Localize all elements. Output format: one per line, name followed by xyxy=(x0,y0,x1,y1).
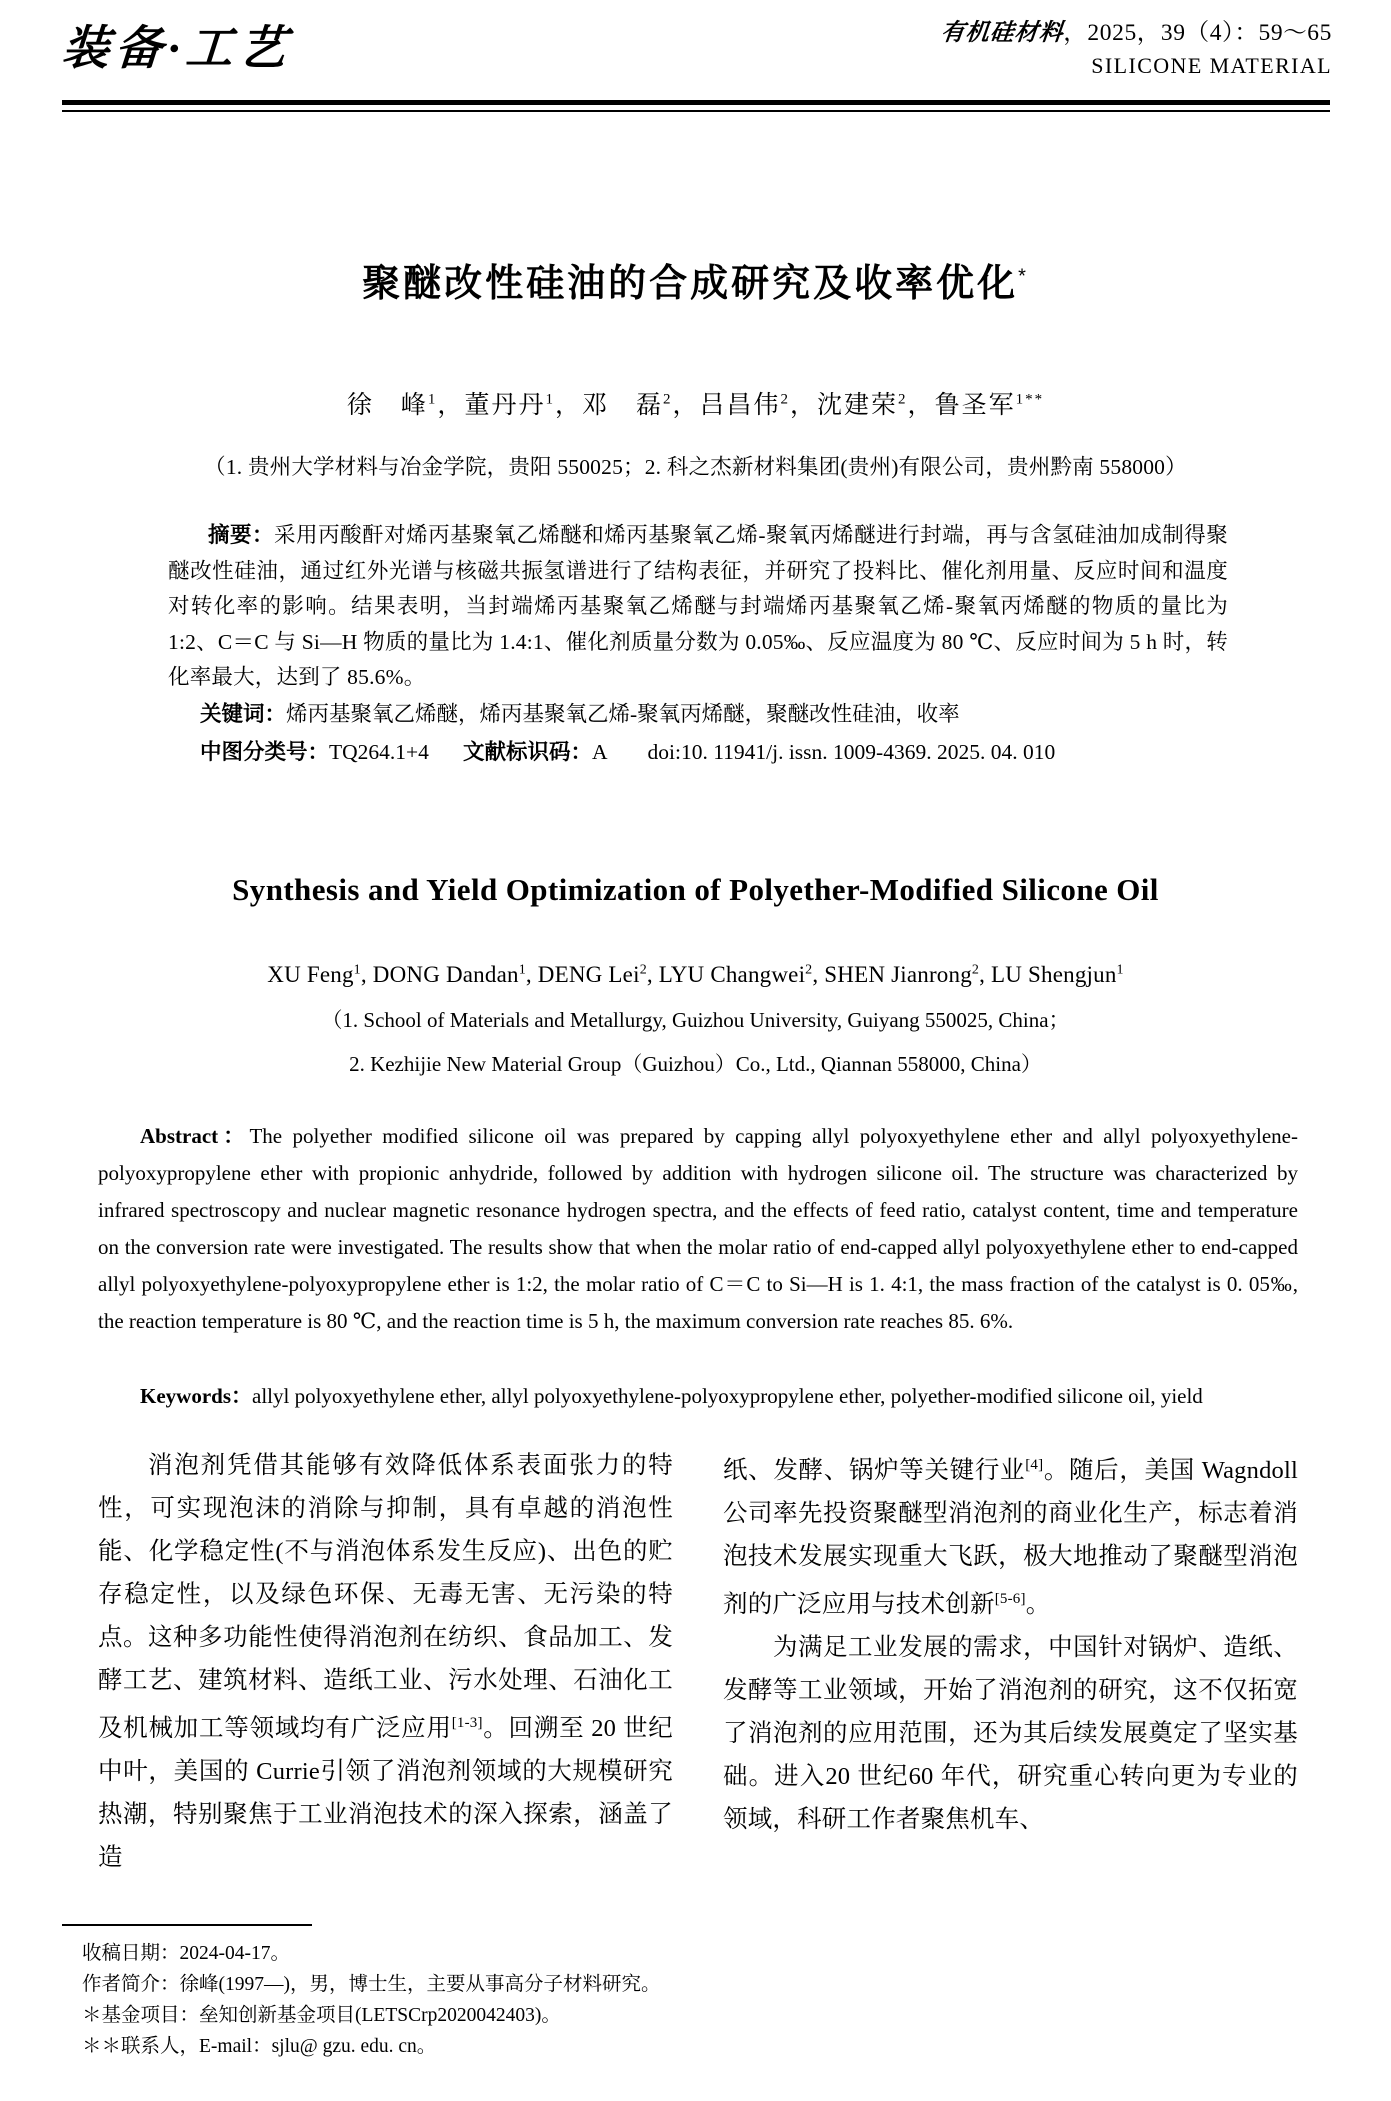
author-en-5-name: SHEN Jianrong xyxy=(824,962,972,987)
affiliations-cn: （1. 贵州大学材料与冶金学院，贵阳 550025；2. 科之杰新材料集团(贵州)有限公司，贵州黔南 558000） xyxy=(204,455,1187,479)
author-en-1-sup: 1 xyxy=(353,962,361,978)
abstract-cn-paragraph xyxy=(168,518,1228,696)
body-left-text-cont: 。回溯至 20 世纪中叶，美国的 Currie引领了消泡剂领域的大规模研究热潮，特别聚焦于工业消泡技术的深入探索，涵盖了造 xyxy=(98,1715,673,1872)
author-en-3-name: DENG Lei xyxy=(537,962,640,987)
keywords-en xyxy=(98,1378,1298,1415)
author-cn-2 xyxy=(464,392,555,419)
doi-label: doi: xyxy=(647,740,681,764)
doi-value: 10. 11941/j. issn. 1009-4369. 2025. 04. 010 xyxy=(680,740,1056,764)
keywords-cn xyxy=(200,697,1240,733)
author-cn-4-name: 吕昌伟 xyxy=(699,392,781,419)
author-cn-6 xyxy=(935,392,1045,419)
body-column-left xyxy=(98,1444,673,1874)
author-en-3-sup: 2 xyxy=(639,962,647,978)
footnote-divider xyxy=(62,1924,312,1926)
clc-value: TQ264.1+4 xyxy=(329,740,429,764)
paper-title-cn xyxy=(0,252,1391,307)
body-right-text-c: 。 xyxy=(1025,1591,1051,1619)
author-cn-3 xyxy=(582,392,673,419)
keywords-cn-text: 烯丙基聚氧乙烯醚，烯丙基聚氧乙烯-聚氧丙烯醚，聚醚改性硅油，收率 xyxy=(286,702,960,726)
journal-citation: ，2025，39（4）：59～65 xyxy=(1063,20,1332,46)
footnote-author-bio: 作者简介：徐峰(1997—)，男，博士生，主要从事高分子材料研究。 xyxy=(82,1974,661,1995)
footnote-contact-email: ＊＊联系人，E-mail：sjlu@ gzu. edu. cn。 xyxy=(82,2036,437,2057)
body-left-paragraph xyxy=(98,1444,673,1879)
journal-info xyxy=(632,18,1332,81)
author-cn-3-name: 邓 磊 xyxy=(581,392,663,419)
author-en-4-name: LYU Changwei xyxy=(658,962,806,987)
author-en-3 xyxy=(538,962,647,987)
author-cn-5-sup: 2 xyxy=(898,391,908,408)
author-en-2-name: DONG Dandan xyxy=(372,962,519,987)
authors-cn: 徐 峰$^1$，董丹丹$^1$，邓 磊$^2$，吕昌伟$^2$，沈建荣$^2$，鲁圣军$^{1**}$ xyxy=(346,391,1045,419)
author-cn-4-sup: 2 xyxy=(780,391,791,408)
author-cn-2-name: 董丹丹 xyxy=(464,392,546,419)
footnote-received-date: 收稿日期：2024-04-17。 xyxy=(82,1943,290,1964)
author-cn-6-sup: 1** xyxy=(1015,391,1045,408)
paper-title-en: Synthesis and Yield Optimization of Polyether-Modified Silicone Oil xyxy=(232,872,1159,907)
author-cn-1-name: 徐 峰 xyxy=(346,392,428,419)
author-en-5 xyxy=(824,962,979,987)
author-cn-4 xyxy=(700,392,791,419)
document-code-label: 文献标识码： xyxy=(462,740,592,764)
author-en-1-name: XU Feng xyxy=(267,962,354,987)
paper-title-cn-text: 聚醚改性硅油的合成研究及收率优化 xyxy=(362,263,1019,305)
author-en-1 xyxy=(267,962,361,987)
abstract-en-text: The polyether modified silicone oil was prepared by capping allyl polyoxyethylene ether and allyl polyoxyethylene-polyoxypropylene ether with propionic anhydride, followed by addition with hydrogen silicone oil. The structure was characterized by infrared spectroscopy and nuclear magnetic resonance hydrogen spectra, and the effects of feed ratio, catalyst content, time and temperature on the conversion rate were investigated. The results show that when the molar ratio of end-capped allyl polyoxyethylene ether to end-capped allyl polyoxyethylene-polyoxypropylene ether is 1:2, the molar ratio of C＝C to Si—H is 1. 4:1, the mass fraction of the catalyst is 0. 05‰, the reaction temperature is 80 ℃, and the reaction time is 5 h, the maximum conversion rate reaches 85. 6%. xyxy=(98,1124,1298,1333)
author-en-6 xyxy=(991,962,1124,987)
author-en-4-sup: 2 xyxy=(805,962,813,978)
author-cn-5 xyxy=(817,392,908,419)
author-cn-6-name: 鲁圣军 xyxy=(934,392,1016,419)
section-label: 装备·工艺 xyxy=(60,23,294,75)
body-column-right xyxy=(723,1444,1298,1874)
body-right-text-a: 纸、发酵、锅炉等关键行业 xyxy=(723,1457,1026,1485)
keywords-en-label: Keywords： xyxy=(140,1384,252,1408)
author-cn-5-name: 沈建荣 xyxy=(817,392,899,419)
clc-label: 中图分类号： xyxy=(200,740,330,764)
classification-line xyxy=(200,735,1260,771)
affiliation-en-2: 2. Kezhijie New Material Group（Guizhou）Co., Ltd., Qiannan 558000, China） xyxy=(349,1052,1042,1076)
author-en-4 xyxy=(659,962,813,987)
author-en-6-name: LU Shengjun xyxy=(991,962,1117,987)
citation-ref-1-3: [1-3] xyxy=(451,1715,483,1731)
body-right-paragraph-2: 为满足工业发展的需求，中国针对锅炉、造纸、发酵等工业领域，开始了消泡剂的研究，这不仅拓宽了消泡剂的应用范围，还为其后续发展奠定了坚实基础。进入20 世纪60 年代，研究重心转向更为专业的领域，科研工作者聚焦机车、 xyxy=(723,1634,1298,1834)
citation-ref-5-6: [5-6] xyxy=(994,1591,1026,1608)
abstract-cn-label: 摘要： xyxy=(208,523,275,547)
journal-name-en: SILICONE MATERIAL xyxy=(1091,53,1332,78)
journal-name-cn: 有机硅材料 xyxy=(939,20,1065,46)
citation-ref-4: [4] xyxy=(1025,1457,1044,1473)
abstract-en-paragraph xyxy=(98,1118,1298,1340)
keywords-cn-label: 关键词： xyxy=(200,702,287,726)
author-en-2 xyxy=(373,962,526,987)
document-code-value: A xyxy=(591,740,608,764)
author-cn-2-sup: 1 xyxy=(545,391,555,408)
affiliation-en-1: （1. School of Materials and Metallurgy, Guizhou University, Guiyang 550025, China； xyxy=(321,1008,1070,1032)
author-cn-3-sup: 2 xyxy=(662,391,673,408)
abstract-en-label: Abstract： xyxy=(140,1124,250,1148)
author-en-5-sup: 2 xyxy=(971,962,980,978)
authors-en: XU Feng$^1$, DONG Dandan$^1$, DENG Lei$^2$, LYU Changwei$^2$, SHEN Jianrong$^2$, LU Shengjun$^1$ xyxy=(267,962,1124,987)
masthead xyxy=(62,18,1332,96)
author-en-6-sup: 1 xyxy=(1116,962,1124,978)
body-columns xyxy=(98,1444,1298,1874)
author-cn-1 xyxy=(347,392,438,419)
body-right-paragraph-1 xyxy=(723,1444,1298,1626)
title-footnote-marker: * xyxy=(1018,265,1029,288)
journal-citation-line xyxy=(632,18,1332,48)
author-en-2-sup: 1 xyxy=(518,962,526,978)
abstract-cn-text: 采用丙酸酐对烯丙基聚氧乙烯醚和烯丙基聚氧乙烯-聚氧丙烯醚进行封端，再与含氢硅油加成制得聚醚改性硅油，通过红外光谱与核磁共振氢谱进行了结构表征，并研究了投料比、催化剂用量、反应时间和温度对转化率的影响。结果表明，当封端烯丙基聚氧乙烯醚与封端烯丙基聚氧乙烯-聚氧丙烯醚的物质的量比为 1:2、C＝C 与 Si—H 物质的量比为 1.4:1、催化剂质量分数为 0.05‰、反应温度为 80 ℃、反应时间为 5 h 时，转化率最大，达到了 85.6%。 xyxy=(168,523,1228,689)
abstract-cn xyxy=(168,518,1228,696)
header-rule-thick xyxy=(62,100,1330,105)
author-cn-1-sup: 1 xyxy=(427,391,438,408)
footnotes xyxy=(82,1938,982,2062)
keywords-en-text: allyl polyoxyethylene ether, allyl polyoxyethylene-polyoxypropylene ether, polyether-modified silicone oil, yield xyxy=(252,1384,1203,1408)
body-left-text: 消泡剂凭借其能够有效降低体系表面张力的特性，可实现泡沫的消除与抑制，具有卓越的消泡性能、化学稳定性(不与消泡体系发生反应)、出色的贮存稳定性，以及绿色环保、无毒无害、无污染的特点。这种多功能性使得消泡剂在纺织、食品加工、发酵工艺、建筑材料、造纸工业、污水处理、石油化工及机械加工等领域均有广泛应用 xyxy=(98,1452,673,1743)
abstract-en xyxy=(98,1118,1298,1340)
body-right-text-b: 。随后，美国 Wagndoll 公司率先投资聚醚型消泡剂的商业化生产，标志着消泡技术发展实现重大飞跃，极大地推动了聚醚型消泡剂的广泛应用与技术创新 xyxy=(723,1457,1298,1619)
header-rule-thin xyxy=(62,110,1330,112)
footnote-funding: ＊基金项目：垒知创新基金项目(LETSCrp2020042403)。 xyxy=(82,2005,561,2026)
